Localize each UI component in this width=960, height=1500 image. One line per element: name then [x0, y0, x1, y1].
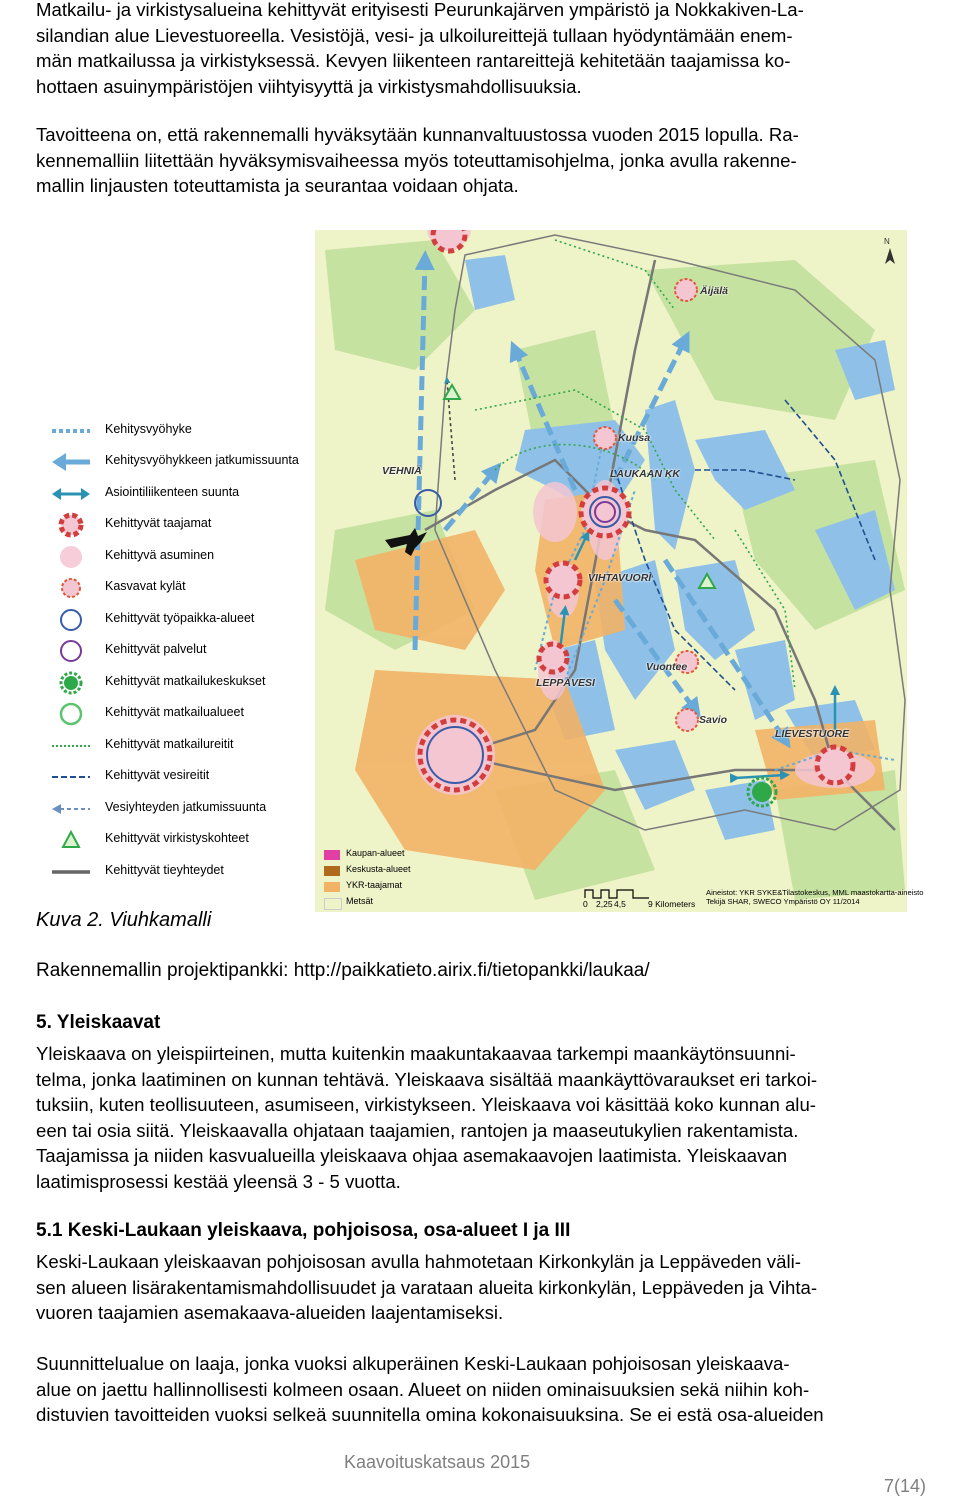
- legend-item: Kehittyvät matkailualueet: [52, 701, 314, 727]
- page-number: 7(14): [884, 1476, 927, 1496]
- legend-water-connection-icon: [52, 796, 92, 822]
- legend-item: Kehitysvyöhyke: [52, 418, 314, 444]
- scale-label: 2,25: [596, 899, 613, 909]
- text-line: Suunnittelualue on laaja, jonka vuoksi alkuperäinen Keski-Laukaan pohjoisosan yleiskaava-: [36, 1353, 790, 1374]
- legend-housing-icon: [52, 544, 92, 570]
- scale-label: 9 Kilometers: [648, 899, 696, 909]
- text-line: Yleiskaava on yleispiirteinen, mutta kuitenkin maakuntakaavaa tarkempi maankäytönsuunni-: [36, 1043, 796, 1064]
- text-line: mallin linjausten toteuttamista ja seurantaa voidaan ohjata.: [36, 175, 519, 196]
- section-paragraph: [36, 1249, 960, 1326]
- place-label-leppavesi: LEPPÄVESI: [536, 677, 595, 689]
- legend-tourism-route-icon: [52, 733, 92, 759]
- place-label-vuontee: Vuontee: [646, 661, 688, 673]
- map-legend: [52, 416, 314, 886]
- place-label-laukaa: LAUKAAN KK: [610, 468, 680, 480]
- place-label-vehnia: VEHNIÄ: [382, 465, 422, 477]
- figure-caption: Kuva 2. Viuhkamalli: [36, 909, 212, 931]
- intro-paragraph: [36, 0, 960, 99]
- legend-recreation-icon: [52, 827, 92, 853]
- text-line: Matkailu- ja virkistysalueina kehittyvät erityisesti Peurunkajärven ympäristö ja Nokkakiven-La-: [36, 0, 804, 20]
- retail-swatch: [324, 850, 340, 860]
- svg-text:N: N: [884, 237, 890, 246]
- text-line: laatimisprosessi kestää yleensä 3 - 5 vuotta.: [36, 1170, 401, 1192]
- text-line: distuvien tavoitteiden vuoksi selkeä suunnitella omina kokonaisuuksina. Se ei estä osa-alueiden: [36, 1404, 824, 1425]
- map-source: Aineistot: YKR SYKE&Tilastokeskus, MML maastokartta-aineisto Tekijä SHAR, SWECO Ympäristö OY 11/2014: [706, 888, 924, 906]
- legend-item: Kehittyvät työpaikka-alueet: [52, 607, 314, 633]
- legend-service-arrow-icon: [52, 481, 92, 507]
- legend-item: Kehittyvät virkistyskohteet: [52, 827, 314, 853]
- text-line: alue on jaettu hallinnollisesti kolmeen osaan. Alueet on niiden ominaisuuksien sekä niihin koh-: [36, 1378, 810, 1400]
- structure-model-map: [315, 230, 907, 912]
- text-line: Keski-Laukaan yleiskaavan pohjoisosan avulla hahmotetaan Kirkonkylän ja Leppäveden väli-: [36, 1251, 801, 1272]
- legend-item: Vesiyhteyden jatkumissuunta: [52, 796, 314, 822]
- legend-item: Kehittyvät matkailukeskukset: [52, 670, 314, 696]
- goal-paragraph: [36, 122, 960, 199]
- text-line: män matkailussa ja virkistyksessä. Kevyen liikenteen rantareittejä kehitetään taajamissa ko-: [36, 50, 791, 71]
- legend-item: Kehittyvä asuminen: [52, 544, 314, 570]
- text-line: Tavoitteena on, että rakennemalli hyväksytään kunnanvaltuustossa vuoden 2015 lopulla. Ra-: [36, 124, 799, 145]
- section-heading: 5. Yleiskaavat: [36, 1012, 161, 1033]
- forest-swatch: [324, 898, 342, 910]
- text-line: sen alueen lisärakentamismahdollisuudet ja varataan alueita kirkonkylän, Leppäveden ja Vihta-: [36, 1276, 818, 1298]
- legend-item: Kehittyvät palvelut: [52, 638, 314, 664]
- legend-services-icon: [52, 638, 92, 664]
- text-line: kennemalliin liitettään hyväksymisvaiheessa myös toteuttamisohjelma, jonka avulla rakenne-: [36, 149, 797, 171]
- section-paragraph: [36, 1041, 960, 1194]
- text-line: silandian alue Lievestuoreella. Vesistöjä, vesi- ja ulkoilureittejä tullaan hyödyntämään enem-: [36, 24, 793, 46]
- legend-item: Kehittyvät taajamat: [52, 512, 314, 538]
- place-label-savio: Savio: [699, 714, 728, 726]
- urban-swatch: [324, 882, 340, 892]
- legend-water-route-icon: [52, 764, 92, 790]
- legend-tourism-area-icon: [52, 701, 92, 727]
- legend-village-icon: [52, 575, 92, 601]
- legend-corridor-arrow-icon: [52, 449, 92, 475]
- place-label-kuusa: Kuusa: [618, 432, 651, 444]
- text-line: een tai osia siitä. Yleiskaavalla ohjataan taajamien, rantojen ja maaseutukylien rakentamista.: [36, 1119, 799, 1141]
- legend-item: Asiointiliikenteen suunta: [52, 481, 314, 507]
- legend-road-icon: [52, 859, 92, 885]
- legend-workplace-icon: [52, 607, 92, 633]
- text-line: hottaen asuinympäristöjen viihtyisyyttä ja virkistysmahdollisuuksia.: [36, 75, 582, 97]
- legend-corridor-icon: [52, 418, 92, 444]
- scale-label: 4,5: [614, 899, 626, 909]
- legend-item: Kehittyvät tieyhteydet: [52, 859, 314, 885]
- legend-item: Kehitysvyöhykkeen jatkumissuunta: [52, 449, 314, 475]
- subsection-heading: 5.1 Keski-Laukaan yleiskaava, pohjoisosa, osa-alueet I ja III: [36, 1220, 571, 1241]
- legend-item: Kasvavat kylät: [52, 575, 314, 601]
- place-label-lievestuore: LIEVESTUORE: [775, 728, 850, 740]
- scale-label: 0: [583, 899, 588, 909]
- legend-town-icon: [52, 512, 92, 538]
- footer-title: Kaavoituskatsaus 2015: [344, 1452, 531, 1472]
- project-bank-link[interactable]: Rakennemallin projektipankki: http://paikkatieto.airix.fi/tietopankki/laukaa/: [36, 960, 650, 981]
- centre-swatch: [324, 866, 340, 876]
- legend-item: Kehittyvät matkailureitit: [52, 733, 314, 759]
- text-line: Taajamissa ja niiden kasvualueilla yleiskaava ohjaa asemakaavojen laatimista. Yleiskaavan: [36, 1145, 788, 1166]
- section-paragraph: [36, 1351, 960, 1428]
- legend-tourism-centre-icon: [52, 670, 92, 696]
- place-label-aijala: Äijälä: [700, 285, 729, 297]
- place-label-vihtavuori: VIHTAVUORI: [588, 572, 652, 584]
- text-line: telma, jonka laatiminen on kunnan tehtävä. Yleiskaava sisältää maankäyttövaraukset eri tarkoi-: [36, 1068, 818, 1090]
- text-line: vuoren taajamien asemakaava-alueiden laajentamiseksi.: [36, 1302, 504, 1323]
- legend-item: Kehittyvät vesireitit: [52, 764, 314, 790]
- text-line: tuksiin, kuten teollisuuteen, asumiseen, virkistykseen. Yleiskaava voi käsittää koko kunnan alu-: [36, 1094, 816, 1115]
- land-use-legend: Kaupan-alueet Keskusta-alueet YKR-taajamat Metsät: [318, 840, 434, 912]
